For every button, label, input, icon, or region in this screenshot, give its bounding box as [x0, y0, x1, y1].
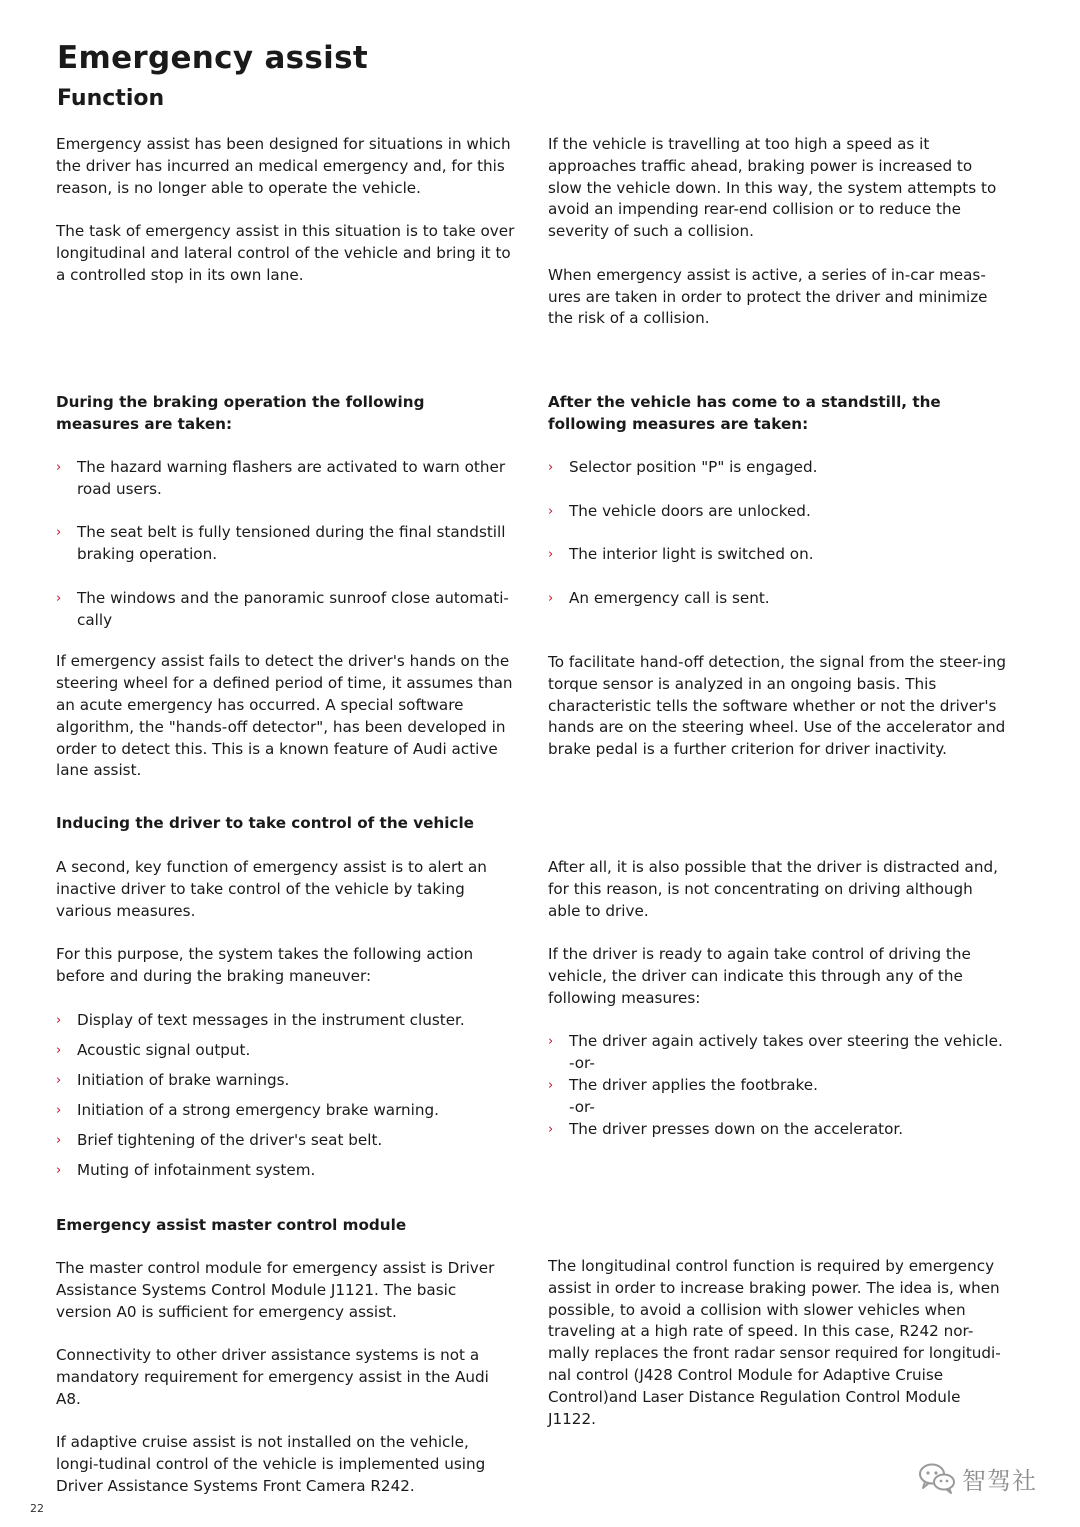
paragraph: Emergency assist has been designed for situations in which the driver has incurred an medical emergency and, for this reason, is no longer able to operate the vehicle. — [56, 135, 511, 197]
list-item: › The vehicle doors are unlocked. — [548, 501, 1008, 523]
master-left-column — [56, 1258, 516, 1498]
chevron-right-icon: › — [56, 525, 62, 541]
paragraph: If adaptive cruise assist is not installed on the vehicle, longi-tudinal control of the vehicle is implemented using Driver Assistance Systems Front Camera R242. — [56, 1433, 486, 1495]
paragraph: A second, key function of emergency assist is to alert an inactive driver to take control of the vehicle by taking various measures. — [56, 858, 487, 920]
inducing-right-column — [548, 857, 1008, 1140]
inducing-action-list — [56, 1010, 516, 1182]
standstill-list — [548, 457, 1008, 610]
wechat-icon — [918, 1462, 956, 1494]
standstill-heading: After the vehicle has come to a standstill, the following measures are taken: — [548, 393, 941, 433]
inducing-left-column — [56, 857, 516, 1181]
braking-list — [56, 457, 516, 631]
paragraph: The task of emergency assist in this situation is to take over longitudinal and lateral control of the vehicle and bring it to a controlled stop in its own lane. — [56, 222, 515, 284]
list-item: › The driver applies the footbrake. — [548, 1075, 1008, 1097]
list-item: › The hazard warning flashers are activated to warn other road users. — [56, 458, 506, 498]
paragraph: Connectivity to other driver assistance systems is not a mandatory requirement for emergency assist in the Audi A8. — [56, 1346, 489, 1408]
watermark-text: 智驾社 — [962, 1466, 1037, 1495]
braking-column — [56, 457, 516, 782]
list-item: › Initiation of brake warnings. — [56, 1070, 516, 1092]
list-item: › The interior light is switched on. — [548, 544, 1008, 566]
chevron-right-icon: › — [548, 460, 554, 475]
driver-measures-list — [548, 1031, 1008, 1140]
paragraph: If the vehicle is travelling at too high a speed as it approaches traffic ahead, braking power is increased to slow the vehicle down. In this way, the system attempts to avoid an impending rear-end collision or to reduce the severity of such a collision. — [548, 135, 997, 241]
chevron-right-icon: › — [548, 503, 554, 519]
chevron-right-icon: › — [56, 460, 62, 475]
list-item: › The windows and the panoramic sunroof close automati-cally — [56, 588, 509, 629]
chevron-right-icon: › — [548, 590, 554, 606]
standstill-column — [548, 457, 1008, 610]
master-heading: Emergency assist master control module — [56, 1216, 407, 1234]
list-item: › The driver presses down on the accelerator. — [548, 1119, 1008, 1141]
paragraph: For this purpose, the system takes the following action before and during the braking maneuver: — [56, 945, 474, 985]
list-item: › An emergency call is sent. — [548, 588, 1008, 610]
standstill-paragraph-column — [548, 652, 1008, 761]
paragraph: If emergency assist fails to detect the driver's hands on the steering wheel for a defined period of time, it assumes than an acute emergency has occurred. A special software algorithm, the "hands-off detector", has been developed in order to detect this. This is a known feature of Audi active lane assist. — [56, 652, 513, 780]
paragraph: When emergency assist is active, a series of in-car meas-ures are taken in order to protect the driver and minimize the risk of a collision. — [548, 265, 988, 328]
paragraph: To facilitate hand-off detection, the signal from the steer-ing torque sensor is analyzed in an ongoing basis. This characteristic tells the software whether or not the driver's hands are on the steering wheel. Use of the accelerator and brake pedal is a further criterion for driver inactivity. — [548, 653, 1007, 759]
list-item: › Muting of infotainment system. — [56, 1160, 516, 1182]
chevron-right-icon: › — [56, 1102, 62, 1118]
chevron-right-icon: › — [548, 1077, 554, 1093]
master-right-column — [548, 1256, 1008, 1430]
or-separator: -or- — [569, 1097, 595, 1116]
paragraph: If the driver is ready to again take control of driving the vehicle, the driver can indicate this through any of the following measures: — [548, 945, 971, 1007]
chevron-right-icon: › — [56, 1072, 62, 1088]
chevron-right-icon: › — [56, 1042, 62, 1058]
list-item: › Initiation of a strong emergency brake warning. — [56, 1100, 516, 1122]
chevron-right-icon: › — [548, 1121, 554, 1137]
chevron-right-icon: › — [548, 1034, 554, 1050]
page-number: 22 — [30, 1502, 44, 1515]
intro-right-column — [548, 134, 1008, 330]
list-item: › Selector position "P" is engaged. — [548, 457, 1008, 479]
watermark — [918, 1458, 1058, 1498]
paragraph: The master control module for emergency assist is Driver Assistance Systems Control Module J1121. The basic version A0 is sufficient for emergency assist. — [56, 1259, 495, 1321]
page-title: Emergency assist — [57, 40, 368, 76]
list-item: › The driver again actively takes over steering the vehicle. — [548, 1031, 1008, 1053]
list-item: › Brief tightening of the driver's seat belt. — [56, 1130, 516, 1152]
section-title: Function — [57, 86, 165, 111]
paragraph: The longitudinal control function is required by emergency assist in order to increase braking power. The idea is, when possible, to avoid a collision with slower vehicles when traveling at a high rate of speed. In this case, R242 nor-mally replaces the front radar sensor required for longitudi-nal control (J428 Control Module for Adaptive Cruise Control)and Laser Distance Regulation Control Module J1122. — [548, 1257, 1001, 1428]
chevron-right-icon: › — [56, 1012, 62, 1028]
braking-heading: During the braking operation the following measures are taken: — [56, 393, 425, 433]
list-item: › Acoustic signal output. — [56, 1040, 516, 1062]
chevron-right-icon: › — [56, 1162, 62, 1178]
or-separator: -or- — [569, 1054, 595, 1073]
intro-left-column — [56, 134, 516, 287]
list-item: › Display of text messages in the instrument cluster. — [56, 1010, 516, 1032]
inducing-heading: Inducing the driver to take control of the vehicle — [56, 814, 474, 832]
chevron-right-icon: › — [56, 590, 62, 606]
paragraph: After all, it is also possible that the driver is distracted and, for this reason, is not concentrating on driving although able to drive. — [548, 858, 998, 920]
chevron-right-icon: › — [548, 547, 554, 563]
list-item: › The seat belt is fully tensioned during the final standstill braking operation. — [56, 523, 506, 564]
chevron-right-icon: › — [56, 1132, 62, 1148]
